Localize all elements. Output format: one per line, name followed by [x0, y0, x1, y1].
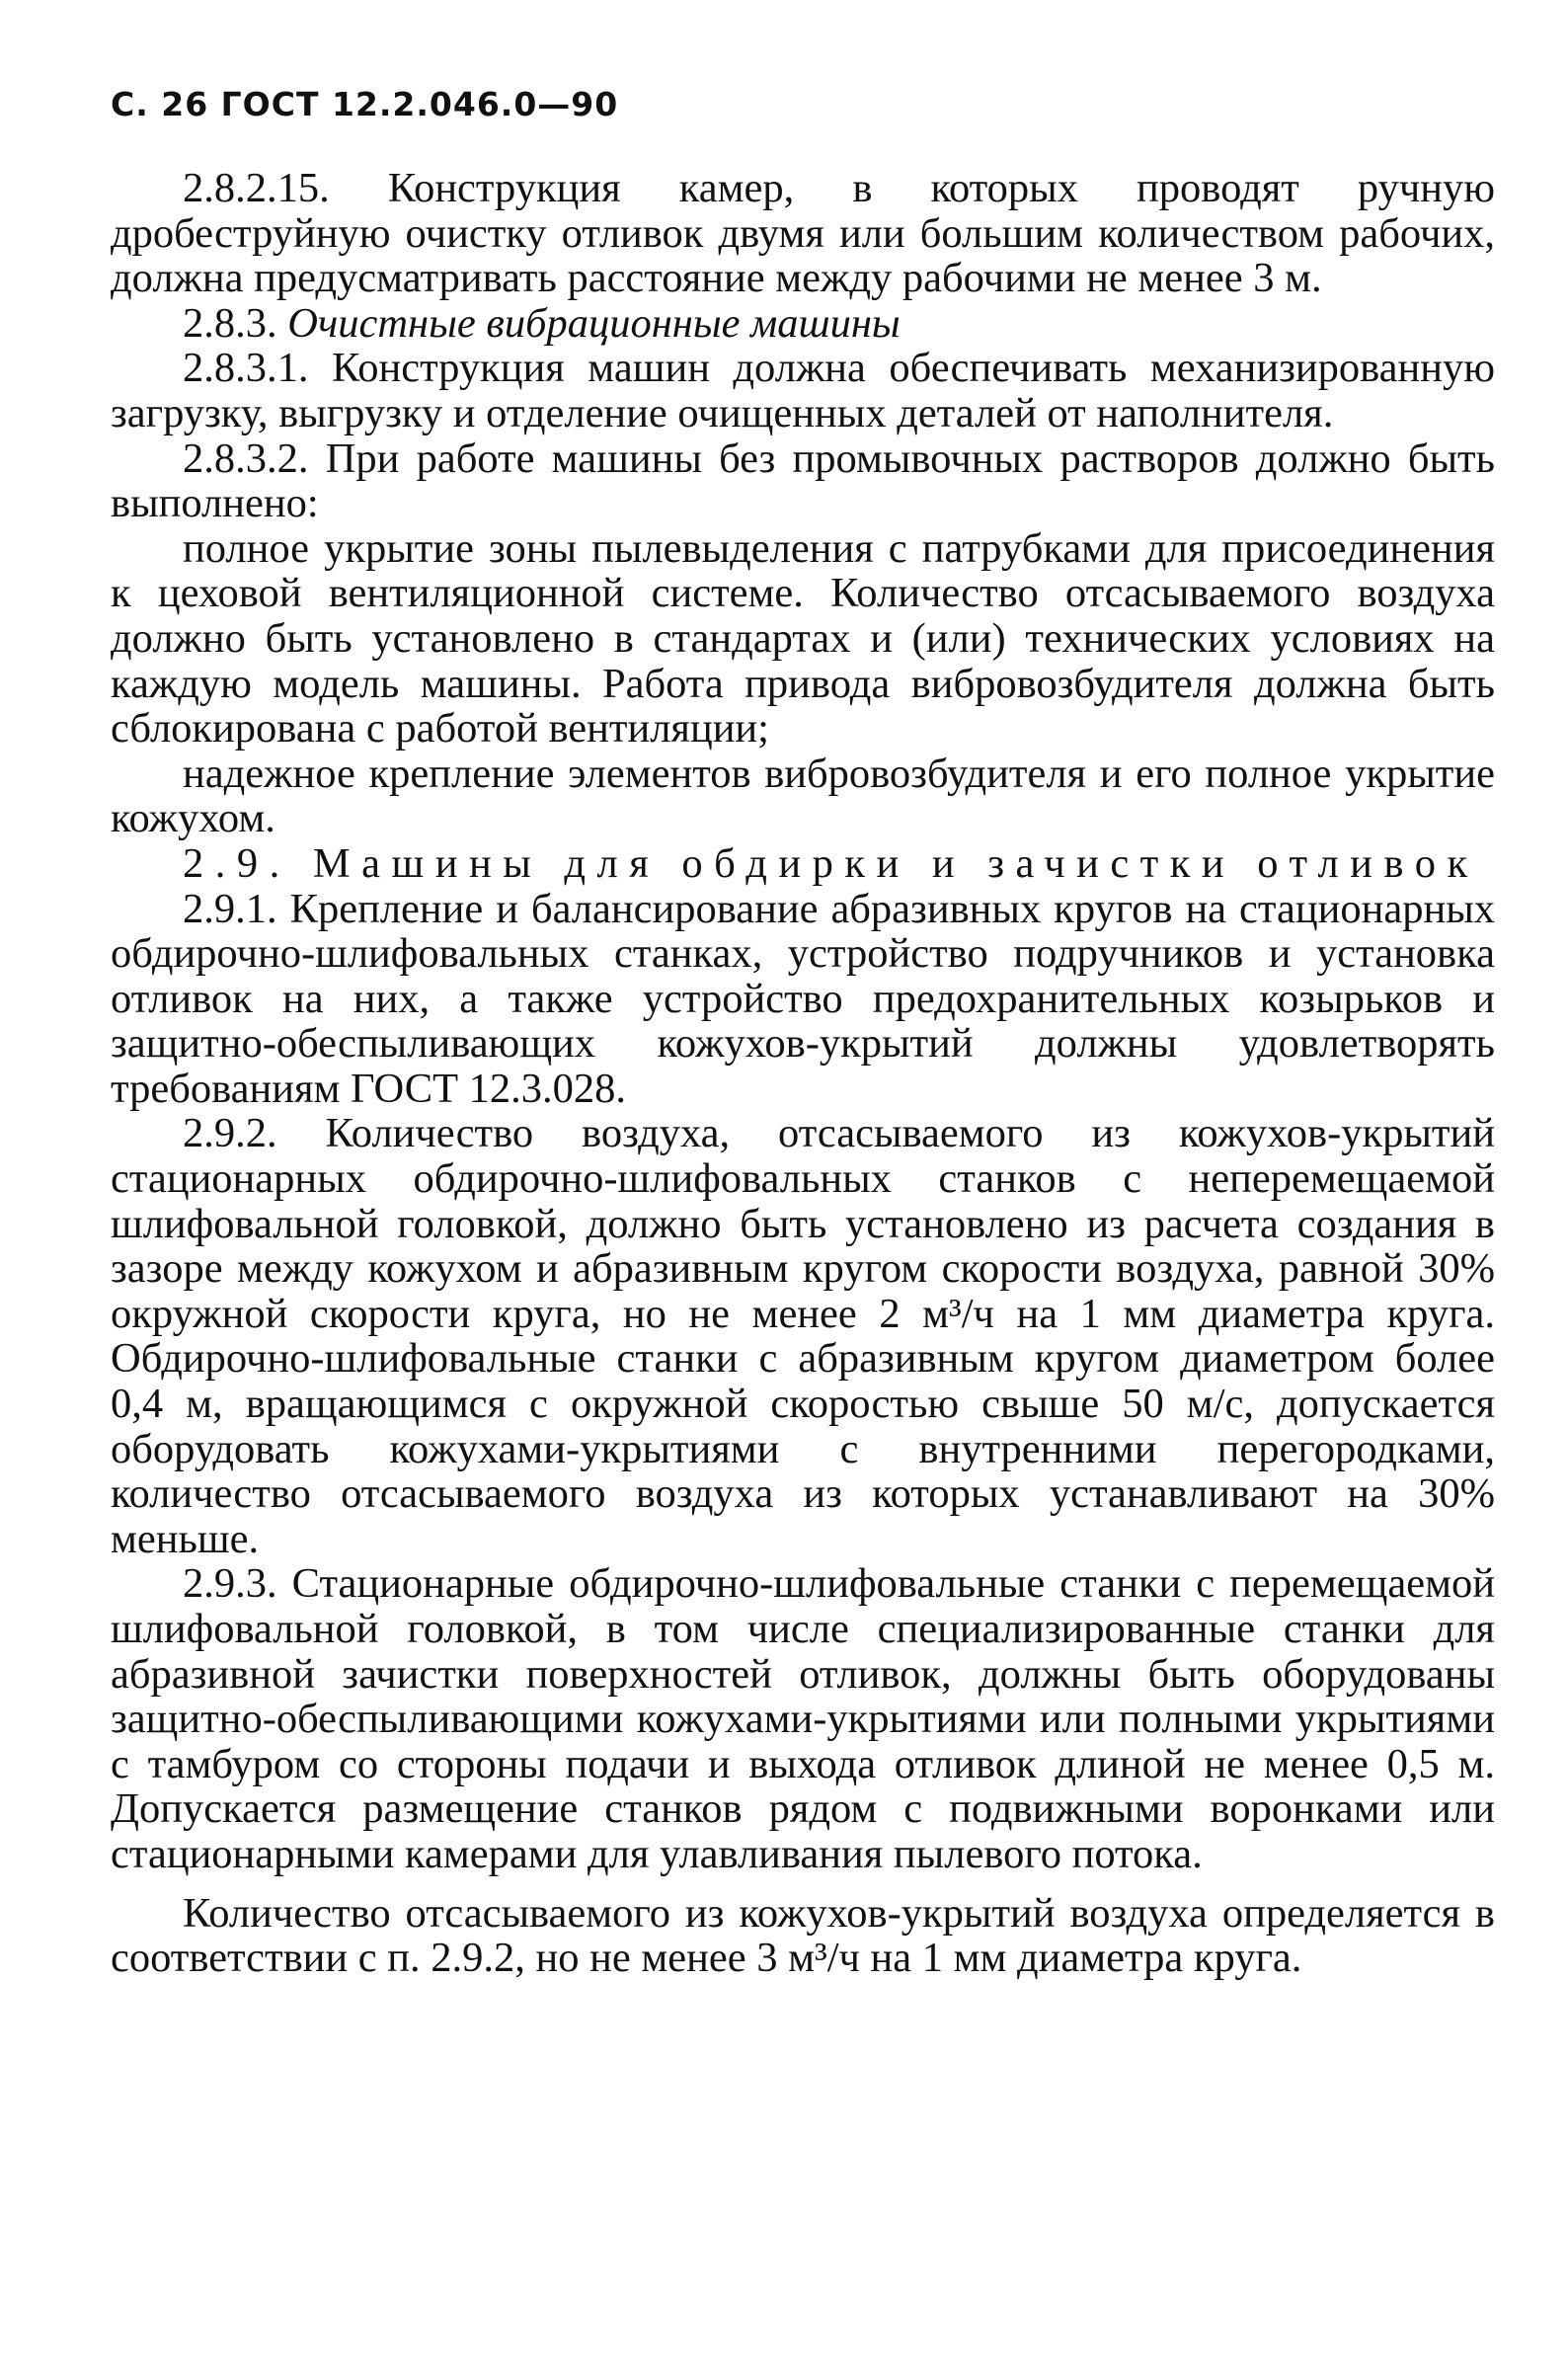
paragraph-2-8-2-15: 2.8.2.15. Конструкция камер, в которых проводят ручную дробеструйную очистку отливок двумя или большим количеством рабочих, должна предусматривать расстояние между рабочими не менее 3 м. — [111, 165, 1495, 302]
paragraph-2-9-2: 2.9.2. Количество воздуха, отсасываемого из кожухов-укрытий стационарных обдирочно-шлифовальных станков с неперемещаемой шлифовальной головкой, должно быть установлено из расчета создания в зазоре между кожухом и абразивным кругом скорости воздуха, равной 30% окружной скорости круга, но не менее 2 м³/ч на 1 мм диаметра круга. Обдирочно-шлифовальные станки с абразивным кругом диаметром более 0,4 м, вращающимся с окружной скоростью свыше 50 м/с, допускается оборудовать кожухами-укрытиями с внутренними перегородками, количество отсасываемого воздуха из которых устанавливают на 30% меньше. — [111, 1110, 1495, 1562]
list-item-vibrator-mounting: надежное крепление элементов вибровозбудителя и его полное укрытие кожухом. — [111, 750, 1495, 842]
section-heading-2-9: 2.9. Машины для обдирки и зачистки отливок — [183, 839, 1479, 887]
paragraph-2-8-3-2: 2.8.3.2. При работе машины без промывочных растворов должно быть выполнено: — [111, 435, 1495, 527]
section-title-2-8-3: Очистные вибрационные машины — [287, 299, 901, 347]
paragraph-2-9-1: 2.9.1. Крепление и балансирование абразивных кругов на стационарных обдирочно-шлифовальных станках, устройство подручников и установка отливок на них, а также устройство предохранительных козырьков и защитно-обеспыливающих кожухов-укрытий должны удовлетворять требованиям ГОСТ 12.3.028. — [111, 885, 1495, 1112]
document-body — [111, 166, 1495, 1981]
paragraph-2-8-3-1: 2.8.3.1. Конструкция машин должна обеспечивать механизированную загрузку, выгрузку и отделение очищенных деталей от наполнителя. — [111, 345, 1495, 436]
paragraph-final-air-volume: Количество отсасываемого из кожухов-укрытий воздуха определяется в соответствии с п. 2.9.2, но не менее 3 м³/ч на 1 мм диаметра круга. — [111, 1889, 1495, 1982]
page-header: С. 26 ГОСТ 12.2.046.0—90 — [111, 85, 619, 123]
paragraph-2-9-3: 2.9.3. Стационарные обдирочно-шлифовальные станки с перемещаемой шлифовальной головкой, в том числе специализированные станки для абразивной зачистки поверхностей отливок, должны быть оборудованы защитно-обеспыливающими кожухами-укрытиями или полными укрытиями с тамбуром со стороны подачи и выхода отливок длиной не менее 0,5 м. Допускается размещение станков рядом с подвижными воронками или стационарными камерами для улавливания пылевого потока. — [111, 1560, 1495, 1877]
section-heading-2-8-3 — [111, 301, 1495, 347]
list-item-dust-enclosure: полное укрытие зоны пылевыделения с патрубками для присоединения к цеховой вентиляционной системе. Количество отсасываемого воздуха должно быть установлено в стандартах и (или) технических условиях на каждую модель машины. Работа привода вибровозбудителя должна быть сблокирована с работой вентиляции; — [111, 524, 1495, 752]
section-number-2-8-3: 2.8.3. — [183, 299, 277, 347]
